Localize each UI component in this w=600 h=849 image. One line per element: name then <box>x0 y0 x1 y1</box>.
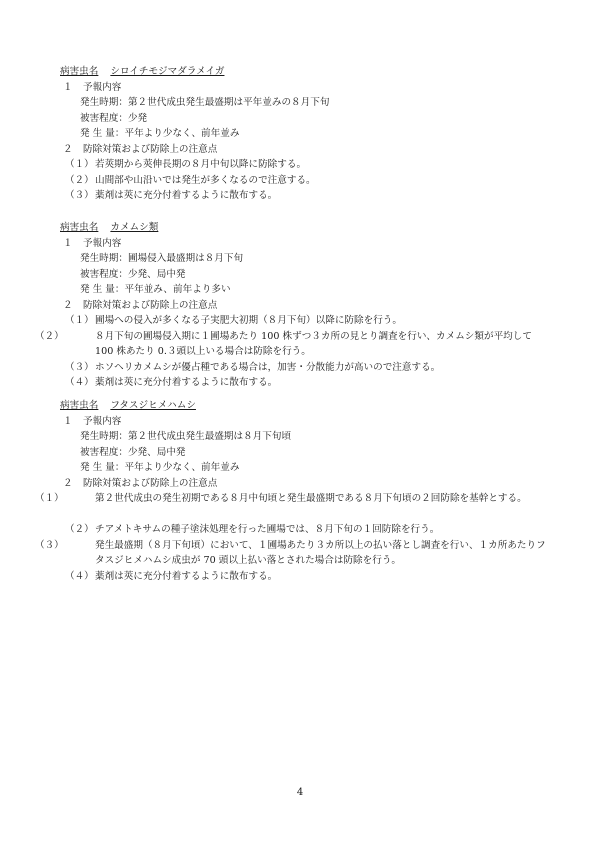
title-label: 病害虫名 <box>60 66 99 77</box>
item-text: チアメトキサムの種子塗沫処理を行った圃場では、８月下旬の１回防除を行う。 <box>95 524 440 535</box>
item-number: （１） <box>65 159 94 170</box>
item-number: （３） <box>65 361 94 373</box>
heading-label: 予報内容 <box>83 237 122 249</box>
title-pest-name: シロイチモジマダラメイガ <box>110 66 225 77</box>
pest-section-2 <box>35 220 550 391</box>
detail-text: 発生時期：第２世代成虫発生最盛期は平年並みの８月下旬 <box>80 97 330 108</box>
control-item <box>35 329 550 360</box>
item-number: （２） <box>65 174 94 186</box>
forecast-detail <box>60 251 550 267</box>
pest-section-1 <box>60 64 550 204</box>
detail-text: 被害程度：少発、局中発 <box>80 268 186 280</box>
forecast-detail <box>60 282 550 298</box>
detail-text: 発 生 量：平年並み、前年より多い <box>80 284 231 295</box>
section-title <box>60 64 550 80</box>
item-number: （２） <box>65 524 94 535</box>
heading-number: １ <box>63 81 73 93</box>
control-item <box>35 538 550 569</box>
heading-forecast <box>60 414 550 430</box>
heading-number: １ <box>63 237 73 249</box>
item-number: （２） <box>35 330 64 342</box>
item-text: ８月下旬の圃場侵入期に１圃場あたり 100 株ずつ３カ所の見とり調査を行い、カメムシ類が平均して 100 株あたり 0.３頭以上いる場合は防除を行う。 <box>95 330 532 357</box>
control-item <box>60 188 550 204</box>
detail-text: 発生時期：第２世代成虫発生最盛期は８月下旬頃 <box>80 431 292 442</box>
control-item <box>60 375 550 391</box>
control-item <box>60 313 550 329</box>
control-item <box>60 522 550 538</box>
detail-text: 被害程度：少発、局中発 <box>80 446 186 458</box>
item-text: 第２世代成虫の発生初期である８月中旬頃と発生最盛期である８月下旬頃の２回防除を基幹とする。 <box>95 493 527 504</box>
control-item <box>60 157 550 173</box>
section-title <box>60 220 550 236</box>
heading-forecast <box>60 80 550 96</box>
forecast-detail <box>60 267 550 283</box>
item-text: 薬剤は莢に充分付着するように散布する。 <box>95 377 278 388</box>
forecast-detail <box>60 460 550 476</box>
forecast-detail <box>60 429 550 445</box>
detail-text: 発 生 量：平年より少なく、前年並み <box>80 462 240 473</box>
control-item <box>60 569 550 585</box>
heading-forecast <box>60 236 550 252</box>
title-pest-name: フタスジヒメハムシ <box>110 400 196 411</box>
forecast-detail <box>60 126 550 142</box>
heading-number: ２ <box>63 299 73 311</box>
item-text: ホソヘリカメムシが優占種である場合は，加害・分散能力が高いので注意する。 <box>95 361 441 373</box>
title-label: 病害虫名 <box>60 400 99 411</box>
item-text: 若莢期から莢伸長期の８月中旬以降に防除する。 <box>95 159 307 170</box>
title-label: 病害虫名 <box>60 222 99 233</box>
item-text: 圃場への侵入が多くなる子実肥大初期（８月下旬）以降に防除を行う。 <box>95 315 402 326</box>
page-number: 4 <box>296 787 304 798</box>
heading-control <box>60 298 550 314</box>
control-item <box>35 491 550 522</box>
item-text: 薬剤は莢に充分付着するように散布する。 <box>95 190 278 201</box>
control-item <box>60 173 550 189</box>
title-pest-name: カメムシ類 <box>110 222 159 233</box>
heading-label: 予報内容 <box>83 415 122 427</box>
item-number: （３） <box>65 190 94 201</box>
item-text: 発生最盛期（８月下旬頃）において、１圃場あたり３カ所以上の払い落とし調査を行い、１カ所あたりフタスジヒメハムシ成虫が 70 頭以上払い落とされた場合は防除を行う。 <box>95 539 546 566</box>
heading-label: 防除対策および防除上の注意点 <box>83 299 218 311</box>
detail-text: 被害程度：少発 <box>80 112 148 124</box>
item-number: （１） <box>65 315 94 326</box>
forecast-detail <box>60 111 550 127</box>
item-number: （４） <box>65 570 94 582</box>
pest-section-3 <box>35 398 550 584</box>
item-number: （４） <box>65 377 94 388</box>
detail-text: 発 生 量：平年より少なく、前年並み <box>80 128 240 139</box>
section-title <box>60 398 550 414</box>
control-item <box>60 360 550 376</box>
item-text: 薬剤は莢に充分付着するように散布する。 <box>95 570 278 582</box>
forecast-detail <box>60 95 550 111</box>
heading-control <box>60 142 550 158</box>
heading-number: １ <box>63 415 73 427</box>
heading-control <box>60 476 550 492</box>
heading-label: 防除対策および防除上の注意点 <box>83 143 218 155</box>
heading-number: ２ <box>63 143 73 155</box>
item-number: （３） <box>35 539 64 551</box>
heading-number: ２ <box>63 477 73 489</box>
item-text: 山間部や山沿いでは発生が多くなるので注意する。 <box>95 174 316 186</box>
forecast-detail <box>60 445 550 461</box>
heading-label: 防除対策および防除上の注意点 <box>83 477 218 489</box>
item-number: （１） <box>35 493 64 504</box>
heading-label: 予報内容 <box>83 81 122 93</box>
detail-text: 発生時期：圃場侵入最盛期は８月下旬 <box>80 253 244 264</box>
